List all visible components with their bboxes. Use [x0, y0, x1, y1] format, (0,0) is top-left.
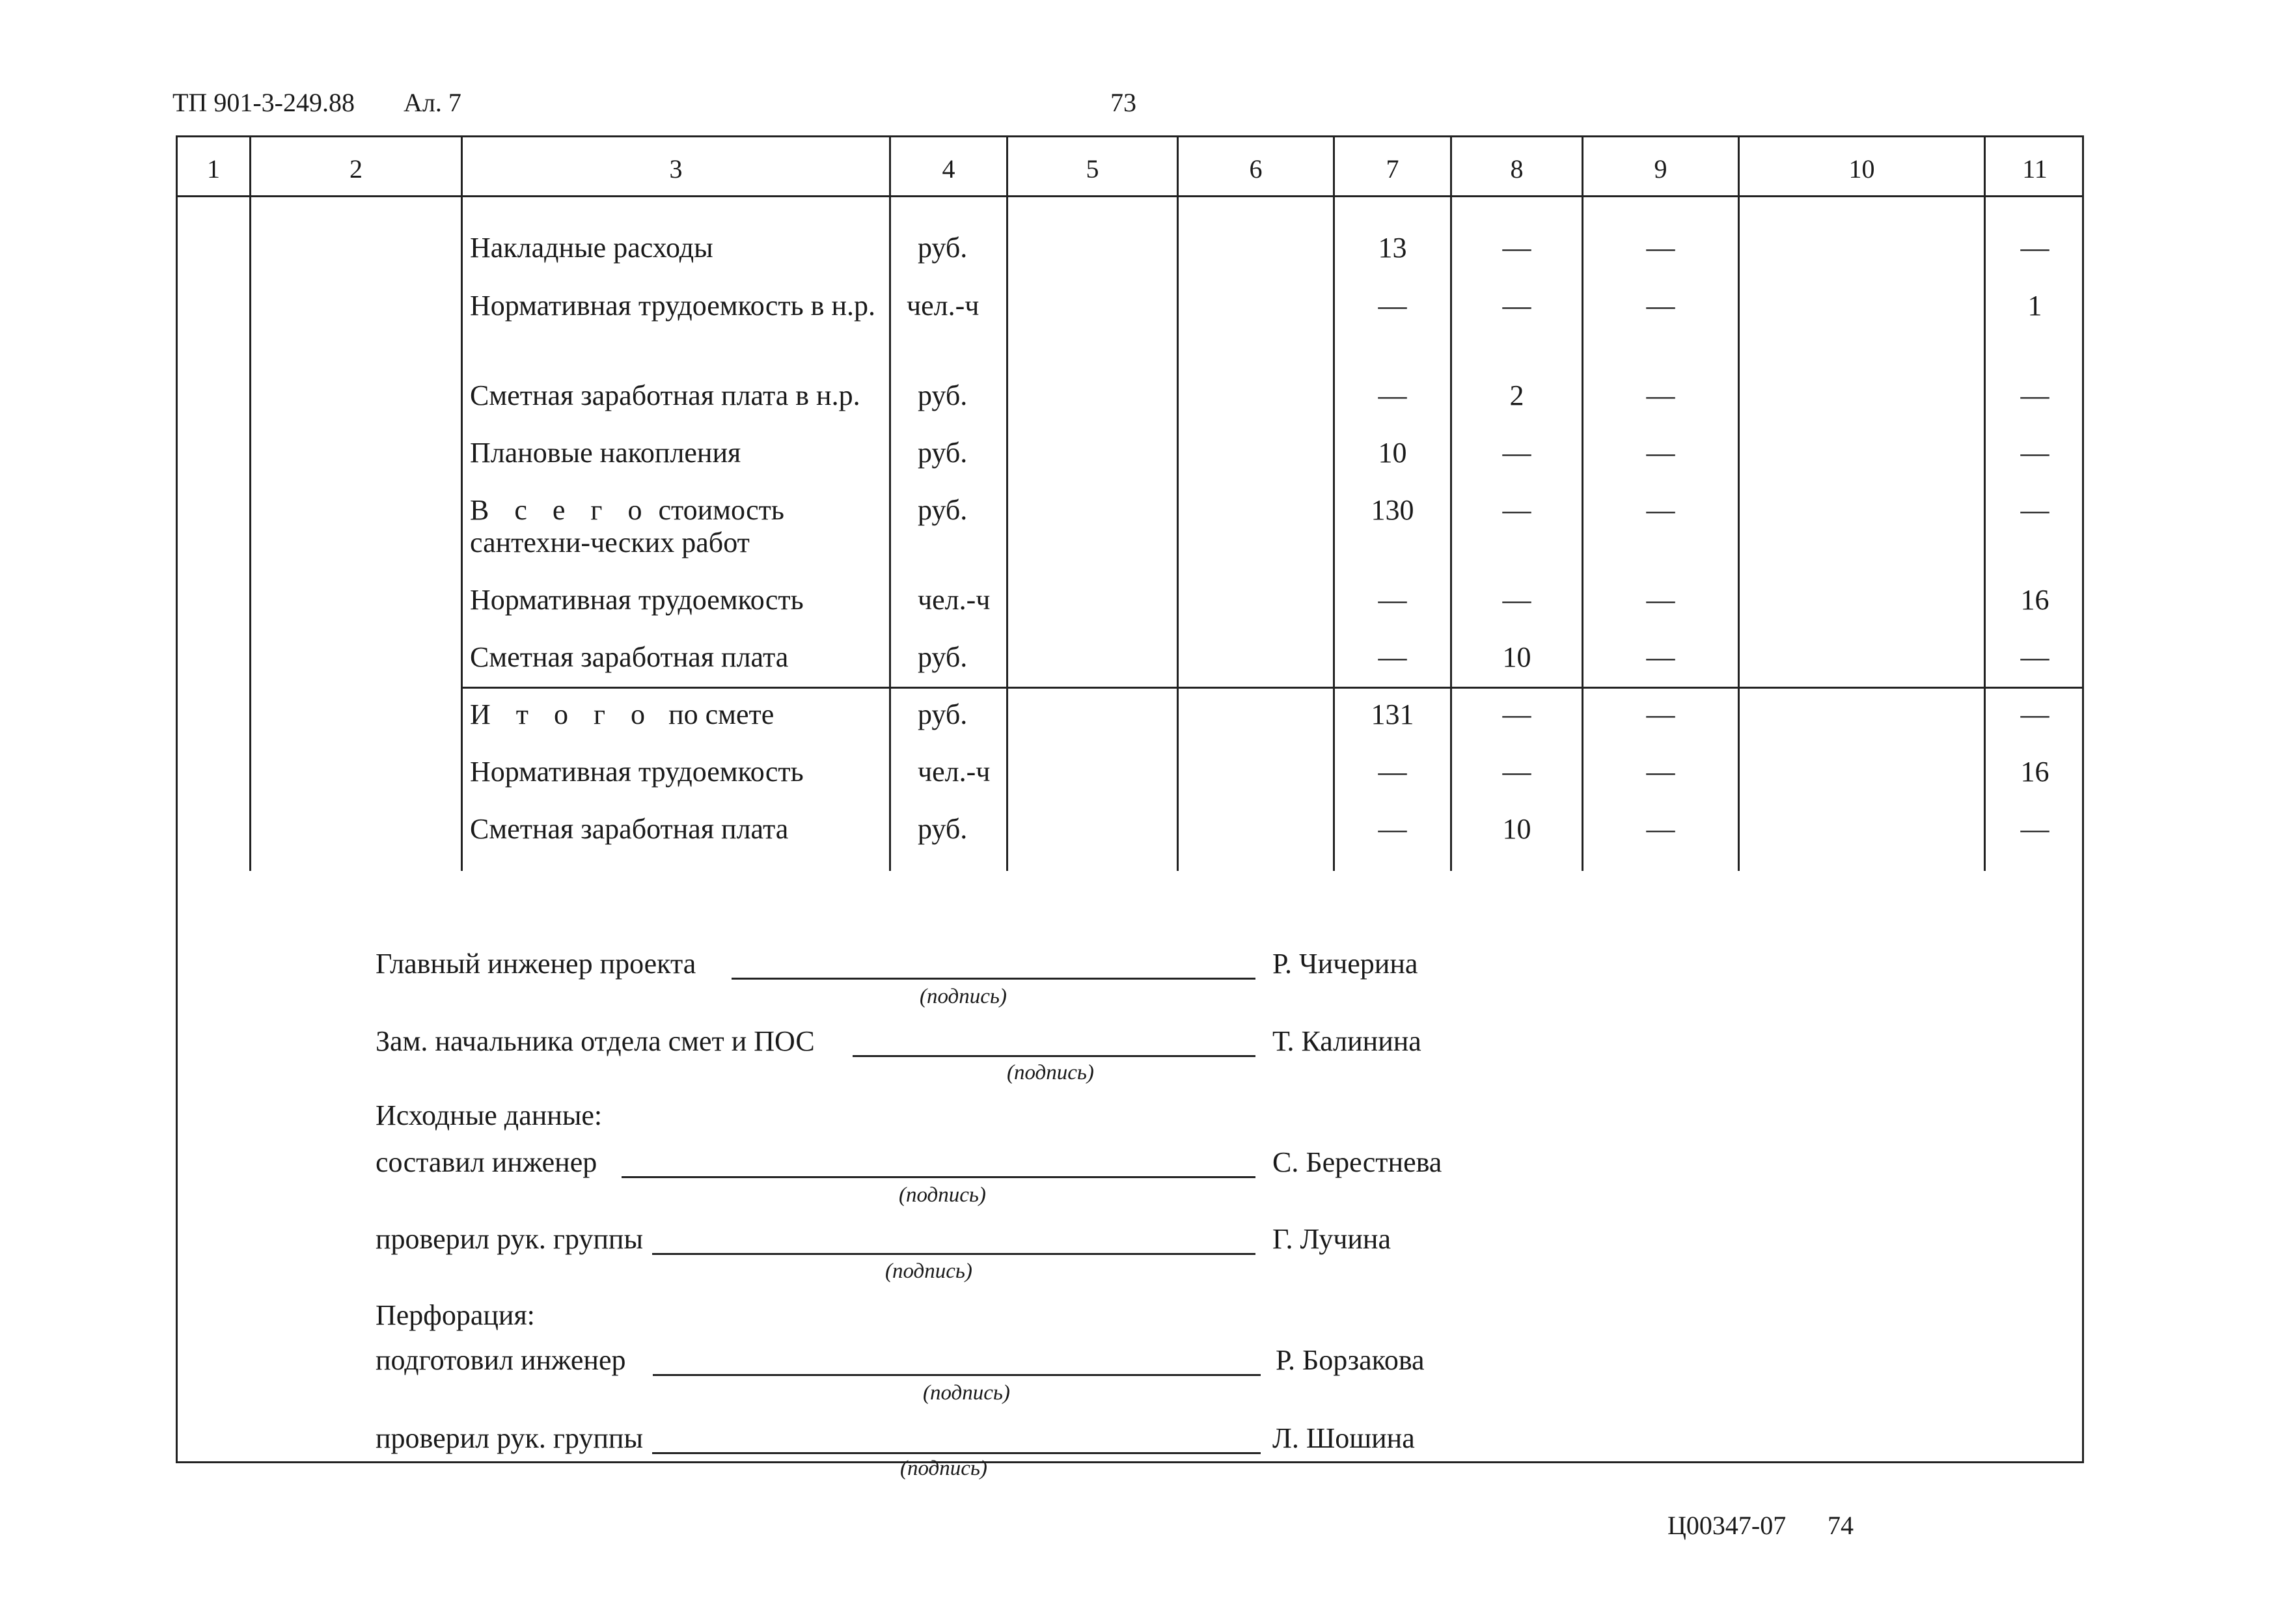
cell-col7: — [1378, 813, 1407, 845]
cell-col9: — [1646, 232, 1675, 264]
row-name [470, 494, 884, 559]
column-number: 5 [1086, 154, 1099, 184]
source-data-heading: Исходные данные: [376, 1099, 603, 1131]
row-name: Накладные расходы [470, 232, 713, 264]
page-number: 73 [1110, 88, 1136, 117]
cell-col11: — [2020, 641, 2049, 673]
cell-col8: — [1502, 698, 1531, 730]
row-name-rest: стоимость сантехни-ческих работ [470, 494, 784, 558]
cell-col7: — [1378, 290, 1407, 322]
cell-col7: — [1378, 756, 1407, 788]
column-number: 9 [1654, 154, 1667, 184]
column-number: 4 [942, 154, 955, 184]
column-number: 3 [669, 154, 683, 184]
row-unit: чел.-ч [907, 290, 980, 322]
signature-role: проверил рук. группы [376, 1422, 644, 1454]
doc-code: ТП 901-3-249.88 [172, 88, 355, 117]
cell-col8: — [1502, 437, 1531, 469]
row-name-spaced: В с е г о [470, 494, 651, 526]
cell-col7: — [1378, 584, 1407, 616]
row-name: Нормативная трудоемкость в н.р. [470, 290, 876, 322]
cell-col9: — [1646, 437, 1675, 469]
column-number: 11 [2022, 154, 2048, 184]
cell-col7: — [1378, 379, 1407, 411]
row-unit: руб. [918, 641, 968, 673]
row-name: Сметная заработная плата в н.р. [470, 379, 860, 411]
cell-col7: 10 [1378, 437, 1407, 469]
cell-col11: — [2020, 379, 2049, 411]
column-number: 10 [1848, 154, 1875, 184]
cell-col7: 130 [1371, 494, 1414, 526]
column-number: 6 [1249, 154, 1263, 184]
perforation-heading: Перфорация: [376, 1299, 535, 1331]
signature-caption: (подпись) [1007, 1061, 1094, 1084]
cell-col8: 2 [1509, 379, 1524, 411]
signature-role: Зам. начальника отдела смет и ПОС [376, 1025, 815, 1057]
cell-col8: — [1502, 584, 1531, 616]
signature-caption: (подпись) [899, 1183, 986, 1207]
col-divider [1006, 135, 1008, 871]
row-name-rest: по смете [668, 698, 774, 730]
signature-name: Р. Чичерина [1272, 948, 1418, 980]
cell-col11: — [2020, 494, 2049, 526]
cell-col8: 10 [1502, 813, 1531, 845]
row-name: Нормативная трудоемкость [470, 584, 804, 616]
signature-name: С. Берестнева [1272, 1146, 1442, 1178]
row-unit: руб. [918, 232, 968, 264]
cell-col9: — [1646, 698, 1675, 730]
row-unit: руб. [918, 437, 968, 469]
row-unit: чел.-ч [918, 584, 991, 616]
col-divider [889, 135, 891, 871]
signature-name: Т. Калинина [1272, 1025, 1421, 1057]
cell-col8: — [1502, 232, 1531, 264]
cell-col9: — [1646, 756, 1675, 788]
column-number: 7 [1386, 154, 1399, 184]
cell-col9: — [1646, 494, 1675, 526]
signature-line [622, 1176, 1255, 1178]
row-name-spaced: И т о г о [470, 698, 655, 730]
row-unit: руб. [918, 494, 968, 526]
cell-col11: — [2020, 437, 2049, 469]
cell-col11: 16 [2020, 756, 2049, 788]
album-label: Ал. 7 [404, 88, 461, 117]
signature-caption: (подпись) [920, 985, 1007, 1008]
signature-role: составил инженер [376, 1146, 597, 1178]
signature-name: Г. Лучина [1272, 1223, 1391, 1255]
cell-col11: — [2020, 232, 2049, 264]
row-name: Сметная заработная плата [470, 641, 789, 673]
signature-line [652, 1452, 1261, 1454]
cell-col8: — [1502, 756, 1531, 788]
column-number: 8 [1510, 154, 1524, 184]
cell-col8: — [1502, 494, 1531, 526]
column-number: 1 [207, 154, 220, 184]
cell-col11: 16 [2020, 584, 2049, 616]
signature-role: проверил рук. группы [376, 1223, 644, 1255]
cell-col9: — [1646, 379, 1675, 411]
signature-line [853, 1055, 1255, 1057]
cell-col11: — [2020, 698, 2049, 730]
cell-col11: — [2020, 813, 2049, 845]
cell-col8: — [1502, 290, 1531, 322]
row-unit: руб. [918, 813, 968, 845]
col-divider [249, 135, 251, 871]
total-row-divider [461, 687, 2084, 689]
row-name: Сметная заработная плата [470, 813, 789, 845]
row-name: Нормативная трудоемкость [470, 756, 804, 788]
col-divider [1177, 135, 1179, 871]
signature-caption: (подпись) [923, 1381, 1010, 1405]
row-unit: руб. [918, 379, 968, 411]
cell-col7: — [1378, 641, 1407, 673]
column-number: 2 [350, 154, 363, 184]
cell-col7: 131 [1371, 698, 1414, 730]
row-unit: руб. [918, 698, 968, 730]
row-name: Плановые накопления [470, 437, 741, 469]
signature-line [732, 978, 1255, 980]
cell-col9: — [1646, 584, 1675, 616]
footer-code: Ц00347-07 [1667, 1511, 1787, 1540]
signature-caption: (подпись) [900, 1457, 987, 1480]
signature-caption: (подпись) [885, 1259, 972, 1283]
signature-line [653, 1374, 1261, 1376]
cell-col8: 10 [1502, 641, 1531, 673]
cell-col11: 1 [2027, 290, 2042, 322]
row-unit: чел.-ч [918, 756, 991, 788]
col-divider [461, 135, 463, 871]
signature-name: Р. Борзакова [1276, 1344, 1425, 1376]
signature-line [652, 1253, 1255, 1255]
col-divider [1738, 135, 1740, 871]
signature-role: подготовил инженер [376, 1344, 626, 1376]
signature-role: Главный инженер проекта [376, 948, 696, 980]
signature-name: Л. Шошина [1272, 1422, 1415, 1454]
row-name [470, 698, 774, 731]
cell-col9: — [1646, 290, 1675, 322]
cell-col9: — [1646, 641, 1675, 673]
footer-page-number: 74 [1828, 1511, 1854, 1540]
cell-col9: — [1646, 813, 1675, 845]
cell-col7: 13 [1378, 232, 1407, 264]
